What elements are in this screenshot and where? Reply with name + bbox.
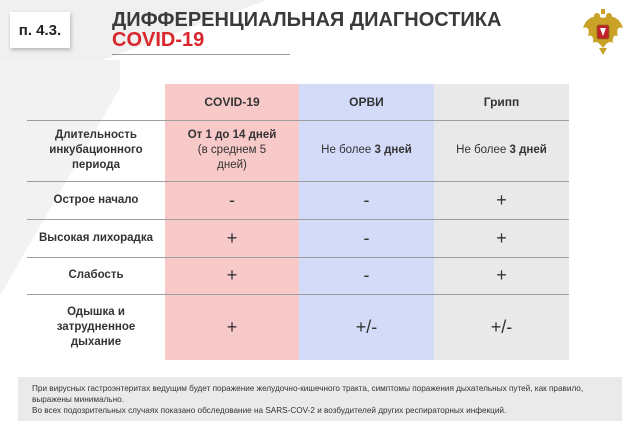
cell-covid-incubation bbox=[165, 120, 299, 181]
cell-gripp-weakness: + bbox=[496, 265, 507, 285]
section-number: п. 4.3. bbox=[10, 12, 70, 48]
header-orvi: ОРВИ bbox=[349, 95, 384, 109]
cell-covid-weakness: + bbox=[226, 265, 238, 285]
title-line-2: COVID-19 bbox=[112, 29, 205, 51]
footnote-line-1: При вирусных гастроэнтеритах ведущим будет поражение желудочно-кишечного тракта, симптомы поражения дыхательных путей, как правило, выражены минимально. bbox=[32, 384, 584, 404]
cell-orvi-acute-onset: - bbox=[363, 189, 370, 210]
cell-covid-high-fever: + bbox=[226, 227, 238, 248]
row-label-incubation: Длительность инкубационного периода bbox=[49, 129, 143, 171]
cell-orvi-weakness: - bbox=[363, 265, 370, 285]
covid-incubation-sub: (в среднем 5 дней) bbox=[197, 144, 267, 171]
footnote-line-2: Во всех подозрительных случаях показано обследование на SARS-COV-2 и возбудителей других респираторных инфекций. bbox=[32, 406, 507, 415]
row-label-acute-onset: Острое начало bbox=[53, 193, 139, 206]
cell-gripp-dyspnea: +/- bbox=[490, 316, 513, 337]
header-gripp: Грипп bbox=[483, 95, 520, 109]
cell-gripp-high-fever: + bbox=[496, 227, 507, 248]
row-label-high-fever: Высокая лихорадка bbox=[39, 231, 153, 244]
cell-orvi-incubation bbox=[299, 120, 434, 181]
header-covid: COVID-19 bbox=[204, 95, 260, 109]
row-label-weakness: Слабость bbox=[68, 269, 124, 281]
footnote-box bbox=[18, 377, 622, 421]
gripp-incubation-value: 3 дней bbox=[509, 144, 547, 156]
row-label-dyspnea: Одышка и затрудненное дыхание bbox=[56, 305, 136, 348]
title-underline bbox=[112, 54, 290, 55]
title-line-1: ДИФФЕРЕНЦИАЛЬНАЯ ДИАГНОСТИКА bbox=[112, 9, 502, 31]
orvi-incubation-prefix: Не более bbox=[321, 144, 375, 156]
russian-coat-of-arms-icon bbox=[580, 8, 626, 58]
cell-orvi-dyspnea: +/- bbox=[355, 316, 378, 337]
gripp-incubation-prefix: Не более bbox=[456, 144, 510, 156]
cell-covid-dyspnea: + bbox=[226, 316, 238, 337]
cell-orvi-high-fever: - bbox=[363, 227, 370, 248]
cell-covid-acute-onset: - bbox=[229, 189, 235, 210]
page-title bbox=[112, 10, 501, 50]
orvi-incubation-value: 3 дней bbox=[374, 144, 412, 156]
cell-gripp-incubation bbox=[434, 120, 569, 181]
covid-incubation-main: От 1 до 14 дней bbox=[187, 129, 277, 141]
cell-gripp-acute-onset: + bbox=[496, 189, 507, 210]
